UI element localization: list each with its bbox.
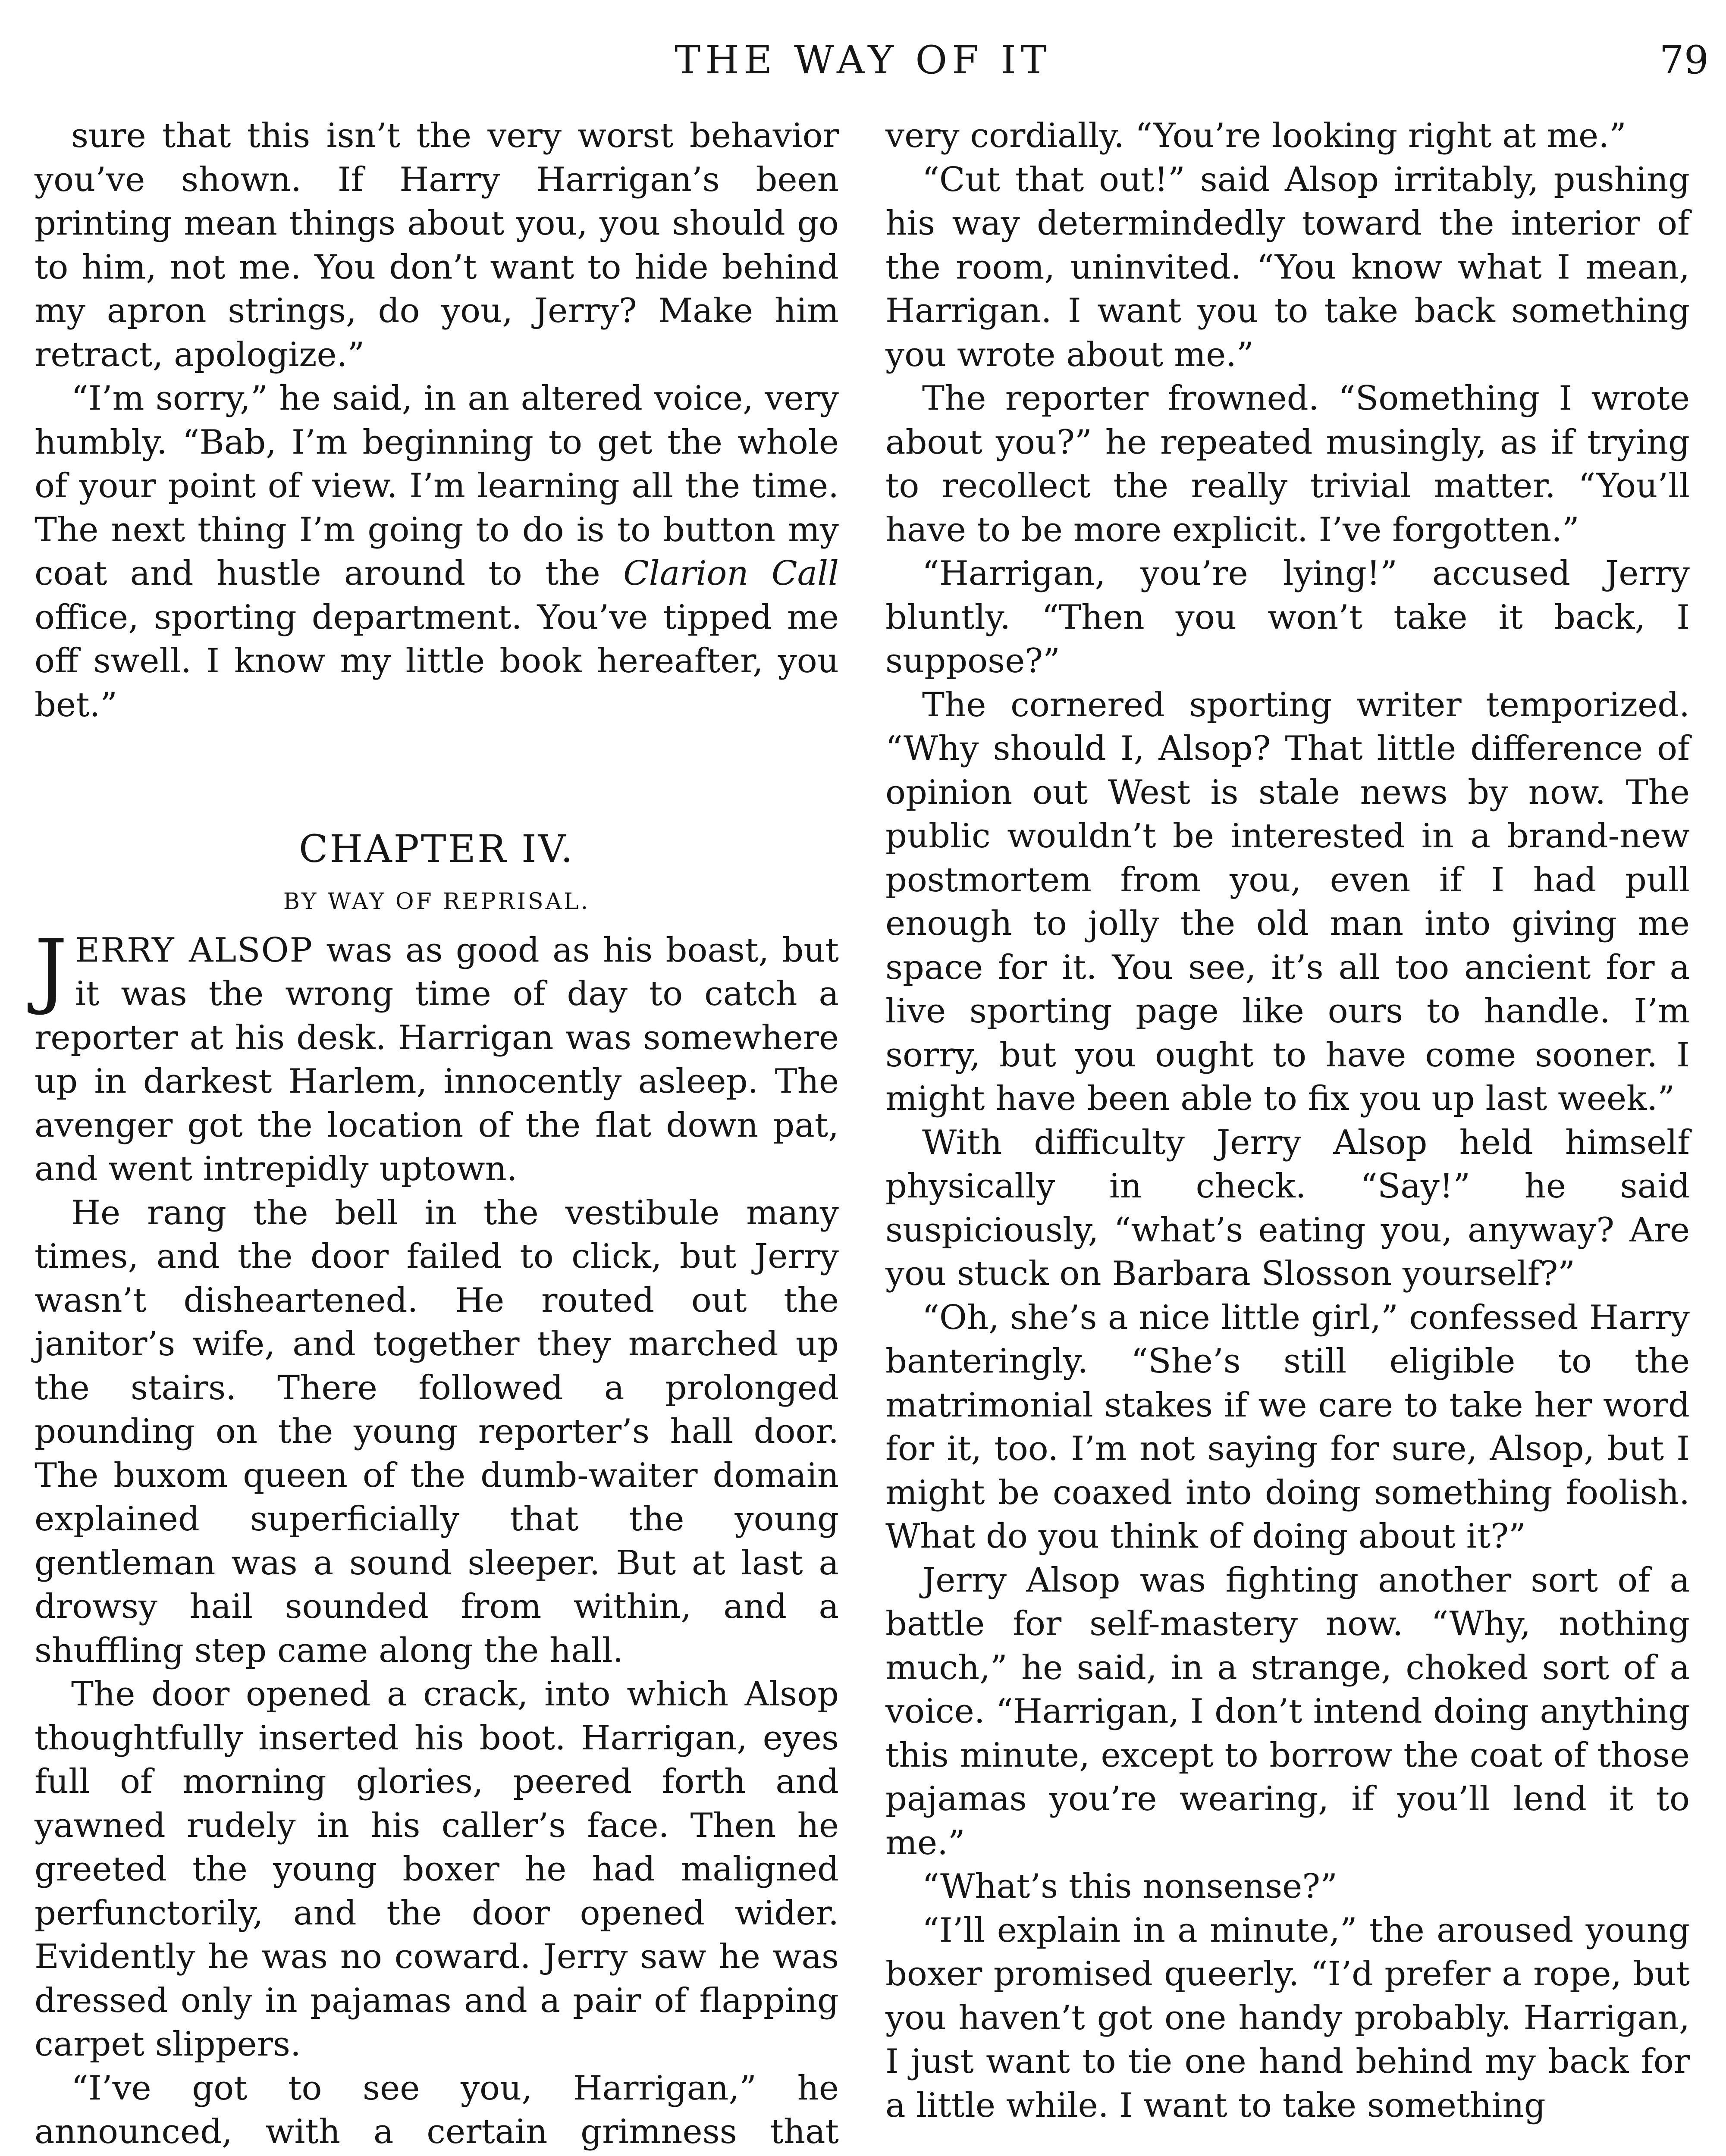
- page-header: [0, 0, 1726, 99]
- paragraph: “I’ll explain in a minute,” the aroused young boxer promised queerly. “I’d prefer a rope, but you haven’t got one handy probably. Harrigan, I just want to tie one hand behind my back for a little while. I want to take something: [885, 1911, 1690, 2125]
- paragraph: “What’s this nonsense?”: [922, 1867, 1338, 1906]
- chapter-heading: [35, 826, 839, 915]
- paragraph: “Cut that out!” said Alsop irritably, pushing his way determindedly toward the interior of the room, uninvited. “You know what I mean, Harrigan. I want you to take back something you wrote about me.”: [885, 160, 1690, 374]
- chapter-title: CHAPTER IV.: [299, 827, 574, 871]
- paragraph-continued: very cordially. “You’re looking right at me.”: [885, 116, 1626, 155]
- running-head: THE WAY OF IT: [675, 38, 1051, 83]
- paragraph-text: “I’m sorry,” he said, in an altered voice, very humbly. “Bab, I’m beginning to get the whole of your point of view. I’m learning all the time. The next thing I’m going to do is to button my coat and hustle around to the: [35, 379, 839, 593]
- chapter-lead-paragraph: [35, 921, 839, 1191]
- paragraph: The cornered sporting writer temporized. “Why should I, Alsop? That little difference of opinion out West is stale news by now. The public wouldn’t be interested in a brand-new postmortem from you, even if I had pull enough to jolly the old man into giving me space for it. You see, it’s all too ancient for a live sporting page like ours to handle. I’m sorry, but you ought to have come sooner. I might have been able to fix you up last week.”: [885, 685, 1690, 1118]
- paragraph: sure that this isn’t the very worst behavior you’ve shown. If Harry Harrigan’s been printing mean things about you, you should go to him, not me. You don’t want to hide behind my apron strings, do you, Jerry? Make him retract, apologize.”: [35, 116, 839, 374]
- lead-small-caps: ERRY ALSOP: [75, 931, 314, 970]
- page-number: 79: [1659, 38, 1709, 83]
- paragraph: The reporter frowned. “Something I wrote about you?” he repeated musingly, as if trying to recollect the really trivial matter. “You’ll have to be more explicit. I’ve forgotten.”: [885, 379, 1690, 549]
- paragraph: “I’ve got to see you, Harrigan,” he announced, with a certain grimness that: [35, 2068, 839, 2152]
- paragraph-text: office, sporting department. You’ve tipped me off swell. I know my little book hereafter, you bet.”: [35, 598, 839, 724]
- paragraph: The door opened a crack, into which Alsop thoughtfully inserted his boot. Harrigan, eyes full of morning glories, peered forth and yawned rudely in his caller’s face. Then he greeted the young boxer he had maligned perfunctorily, and the door opened wider. Evidently he was no coward. Jerry saw he was dressed only in pajamas and a pair of flapping carpet slippers.: [35, 1675, 839, 2064]
- chapter-subtitle: BY WAY OF REPRISAL.: [283, 888, 590, 915]
- paragraph: [35, 377, 839, 727]
- paragraph: Jerry Alsop was fighting another sort of a battle for self-mastery now. “Why, nothing much,” he said, in a strange, choked sort of a voice. “Harrigan, I don’t intend doing anything this minute, except to borrow the coat of those pajamas you’re wearing, if you’ll lend it to me.”: [885, 1561, 1690, 1862]
- paragraph: “Oh, she’s a nice little girl,” confessed Harry banteringly. “She’s still eligible to the matrimonial stakes if we care to take her word for it, too. I’m not saying for sure, Alsop, but I might be coaxed into doing something foolish. What do you think of doing about it?”: [885, 1298, 1690, 1556]
- left-column: [35, 114, 839, 2156]
- newspaper-name: Clarion Call: [623, 554, 839, 593]
- paragraph: He rang the bell in the vestibule many times, and the door failed to click, but Jerry wasn’t disheartened. He routed out the janitor’s wife, and together they marched up the stairs. There followed a prolonged pounding on the young reporter’s hall door. The buxom queen of the dumb-waiter domain explained superficially that the young gentleman was a sound sleeper. But at last a drowsy hail sounded from within, and a shuffling step came along the hall.: [35, 1193, 839, 1670]
- drop-cap: J: [35, 921, 68, 1017]
- paragraph: “Harrigan, you’re lying!” accused Jerry bluntly. “Then you won’t take it back, I suppose?”: [885, 554, 1690, 680]
- right-column: [885, 114, 1690, 2128]
- paragraph-text: was as good as his boast, but it was the wrong time of day to catch a reporter at his desk. Harrigan was somewhere up in darkest Harlem, innocently asleep. The avenger got the location of the flat down pat, and went intrepidly uptown.: [35, 931, 839, 1189]
- paragraph: With difficulty Jerry Alsop held himself physically in check. “Say!” he said suspiciously, “what’s eating you, anyway? Are you stuck on Barbara Slosson yourself?”: [885, 1123, 1690, 1293]
